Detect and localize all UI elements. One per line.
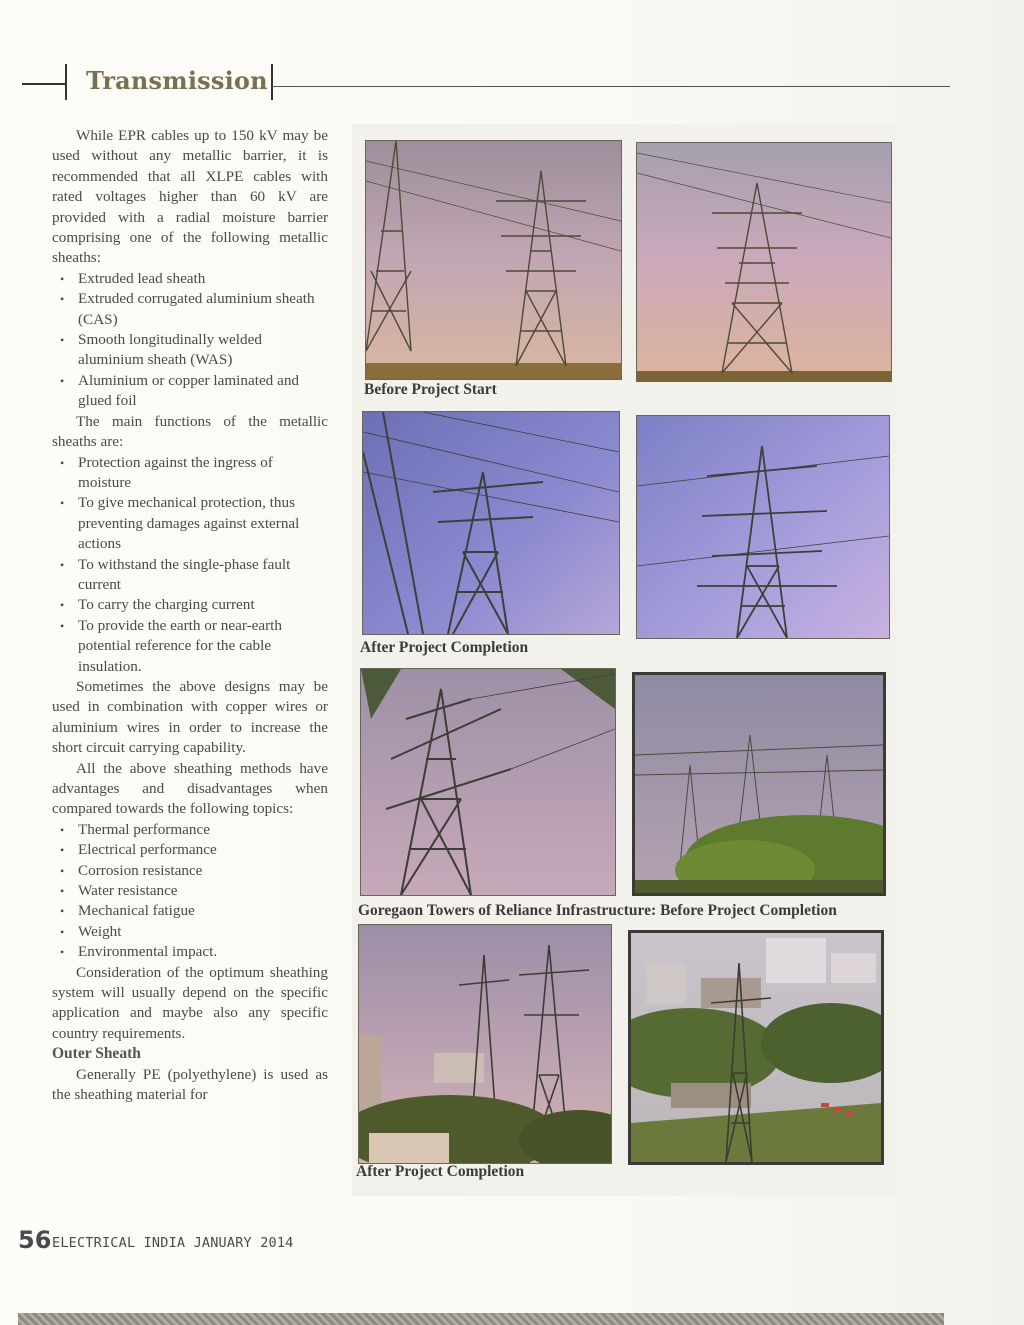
goregaon-photo-2 — [632, 672, 886, 896]
combination-paragraph: Sometimes the above designs may be used in combination with copper wires or aluminium wires in order to increase the short circuit carrying capability. — [52, 677, 328, 757]
list-item: • Mechanical fatigue — [52, 901, 328, 921]
list-item: • Thermal performance — [52, 820, 328, 840]
list-item: • Environmental impact. — [52, 942, 328, 962]
caption-goregaon: Goregaon Towers of Reliance Infrastructure: Before Project Completion — [358, 902, 837, 919]
page-number: 56 — [18, 1226, 52, 1254]
list-item: • Extruded lead sheath — [52, 269, 328, 289]
header-rule-right — [272, 86, 950, 87]
tower-photo-after-2 — [636, 415, 890, 639]
list-item: • Smooth longitudinally welded aluminium sheath (WAS) — [52, 330, 328, 371]
goregaon-photo-after-1 — [358, 924, 612, 1164]
caption-before: Before Project Start — [364, 381, 497, 398]
caption-after-2: After Project Completion — [356, 1163, 525, 1180]
article-column — [52, 126, 328, 1106]
caption-after: After Project Completion — [360, 639, 529, 656]
list-item: • To give mechanical protection, thus preventing damages against external actions — [52, 493, 328, 554]
goregaon-photo-1 — [360, 668, 616, 896]
section-title: Transmission — [86, 66, 268, 95]
header-rule-left — [22, 83, 66, 85]
list-item: • Electrical performance — [52, 840, 328, 860]
tower-photo-before-1 — [365, 140, 622, 380]
list-item: • To provide the earth or near-earth potential reference for the cable insulation. — [52, 616, 328, 677]
header-tick-right — [271, 64, 273, 100]
comparison-paragraph: All the above sheathing methods have advantages and disadvantages when compared towards the following topics: — [52, 759, 328, 818]
tower-photo-before-2 — [636, 142, 892, 382]
list-item: • To carry the charging current — [52, 595, 328, 615]
goregaon-photo-after-2 — [628, 930, 884, 1165]
tower-photo-after-1 — [362, 411, 620, 635]
outer-sheath-heading: Outer Sheath — [52, 1045, 141, 1063]
header-tick-left — [65, 64, 67, 100]
functions-list — [52, 453, 328, 677]
list-item: • Corrosion resistance — [52, 861, 328, 881]
list-item: • Protection against the ingress of moisture — [52, 453, 328, 494]
functions-intro: The main functions of the metallic sheaths are: — [52, 412, 328, 451]
list-item: • Water resistance — [52, 881, 328, 901]
outer-sheath-paragraph: Generally PE (polyethylene) is used as the sheathing material for — [52, 1065, 328, 1104]
list-item: • Aluminium or copper laminated and glued foil — [52, 371, 328, 412]
list-item: • Extruded corrugated aluminium sheath (CAS) — [52, 289, 328, 330]
scan-edge-strip — [18, 1313, 944, 1325]
sheath-types-list — [52, 269, 328, 412]
topics-list — [52, 820, 328, 963]
intro-paragraph: While EPR cables up to 150 kV may be used without any metallic barrier, it is recommended that all XLPE cables with rated voltages higher than 60 kV are provided with a radial moisture barrier comprising one of the following metallic sheaths: — [52, 127, 328, 267]
consideration-paragraph: Consideration of the optimum sheathing system will usually depend on the specific application and maybe also any specific country requirements. — [52, 963, 328, 1042]
publication-line: ELECTRICAL INDIA JANUARY 2014 — [52, 1235, 294, 1251]
list-item: • To withstand the single-phase fault current — [52, 555, 328, 596]
list-item: • Weight — [52, 922, 328, 942]
